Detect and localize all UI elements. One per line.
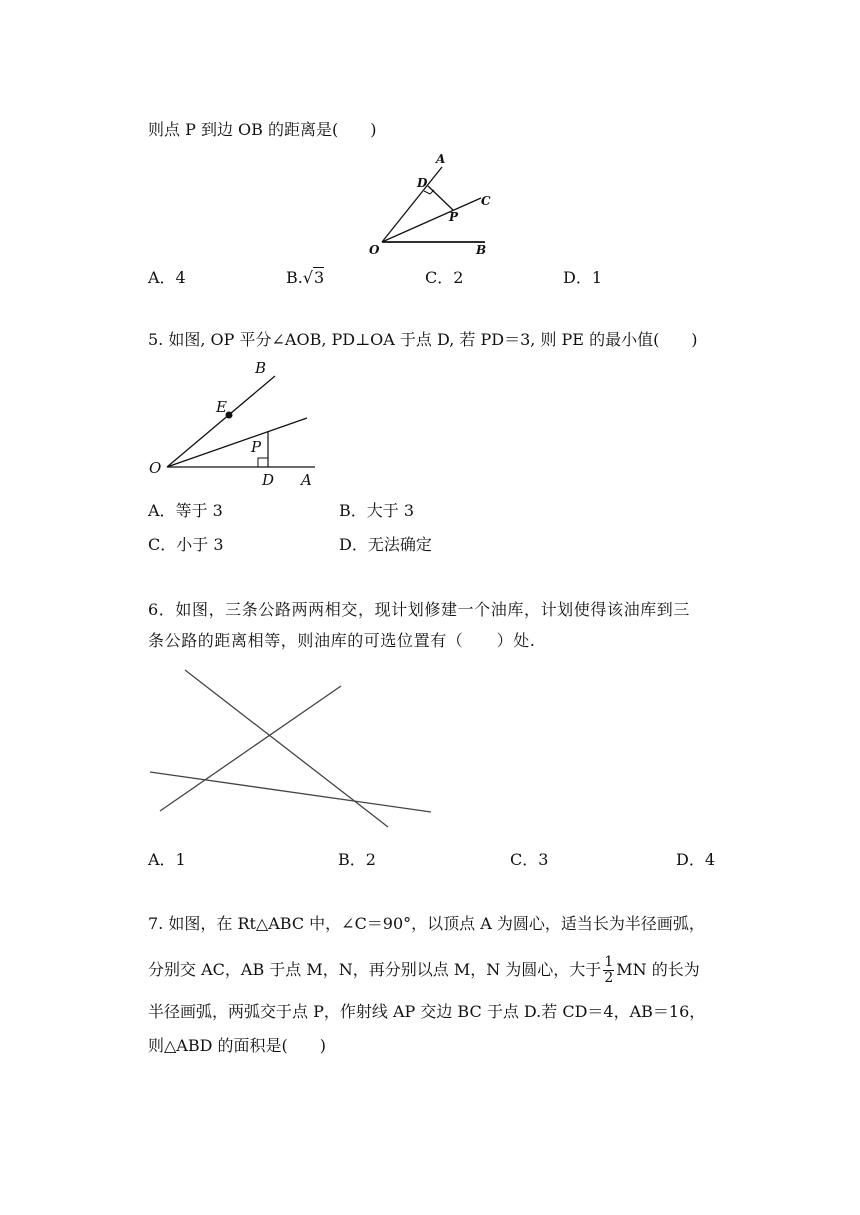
label-o: O	[369, 243, 380, 257]
label-b: B	[255, 359, 267, 377]
label-d: D	[417, 176, 428, 190]
q6-figure	[145, 665, 440, 830]
q4-figure	[365, 150, 500, 260]
q4-option-b	[286, 268, 324, 288]
label-c: C	[481, 194, 491, 208]
road-1	[185, 670, 388, 827]
road-2	[160, 686, 341, 811]
label-a: A	[301, 471, 312, 489]
q4-option-a: A．4	[148, 268, 186, 287]
q6-option-d: D．4	[676, 850, 716, 869]
label-b: B	[476, 243, 487, 257]
q6-option-b: B．2	[338, 850, 376, 869]
q7-line3: 半径画弧，两弧交于点 P，作射线 AP 交边 BC 于点 D.若 CD＝4，AB＝16，	[148, 1002, 706, 1021]
q7-line4: 则△ABD 的面积是( )	[148, 1036, 327, 1055]
q4-stem: 则点 P 到边 OB 的距离是( )	[148, 120, 377, 139]
q7-line1: 7. 如图，在 Rt△ABC 中，∠C＝90°，以顶点 A 为圆心，适当长为半径画弧，	[148, 914, 705, 933]
q6-stem-line2: 条公路的距离相等，则油库的可选位置有（ ）处.	[148, 631, 536, 650]
q5-figure	[145, 356, 330, 491]
q4-option-d: D．1	[563, 268, 603, 287]
fraction-one-half	[603, 955, 614, 986]
q6-option-c: C．3	[510, 850, 549, 869]
label-p: P	[449, 210, 459, 224]
q5-option-a: A．等于 3	[148, 501, 223, 520]
q6-stem-line1: 6．如图，三条公路两两相交，现计划修建一个油库，计划使得该油库到三	[148, 600, 690, 619]
ray-oc	[382, 198, 481, 242]
q7-line2	[148, 955, 700, 986]
label-d: D	[262, 471, 275, 489]
label-a: A	[436, 152, 446, 166]
road-3	[150, 772, 431, 812]
right-angle-mark	[258, 458, 268, 467]
q5-stem: 5. 如图, OP 平分∠AOB, PD⊥OA 于点 D, 若 PD＝3, 则 PE 的最小值( )	[148, 330, 698, 349]
segment-pd	[428, 186, 453, 210]
q5-option-c: C．小于 3	[148, 535, 224, 554]
q4-option-c: C．2	[425, 268, 464, 287]
q7-line2-post: MN 的长为	[616, 960, 700, 979]
q7-line2-pre: 分别交 AC，AB 于点 M，N，再分别以点 M，N 为圆心，大于	[148, 960, 602, 979]
fraction-numerator: 1	[604, 954, 614, 970]
label-o: O	[149, 459, 162, 477]
ray-oa	[382, 167, 442, 242]
fraction-denominator: 2	[604, 970, 614, 986]
q6-option-a: A．1	[148, 850, 186, 869]
ray-op	[167, 418, 307, 467]
sqrt-symbol: √3	[302, 268, 325, 287]
q5-option-d: D．无法确定	[339, 535, 432, 554]
label-p: P	[251, 438, 262, 456]
q5-option-b: B．大于 3	[339, 501, 415, 520]
q4-option-b-prefix: B.	[286, 268, 303, 287]
label-e: E	[216, 398, 227, 416]
q4-option-b-radicand: 3	[314, 268, 325, 287]
